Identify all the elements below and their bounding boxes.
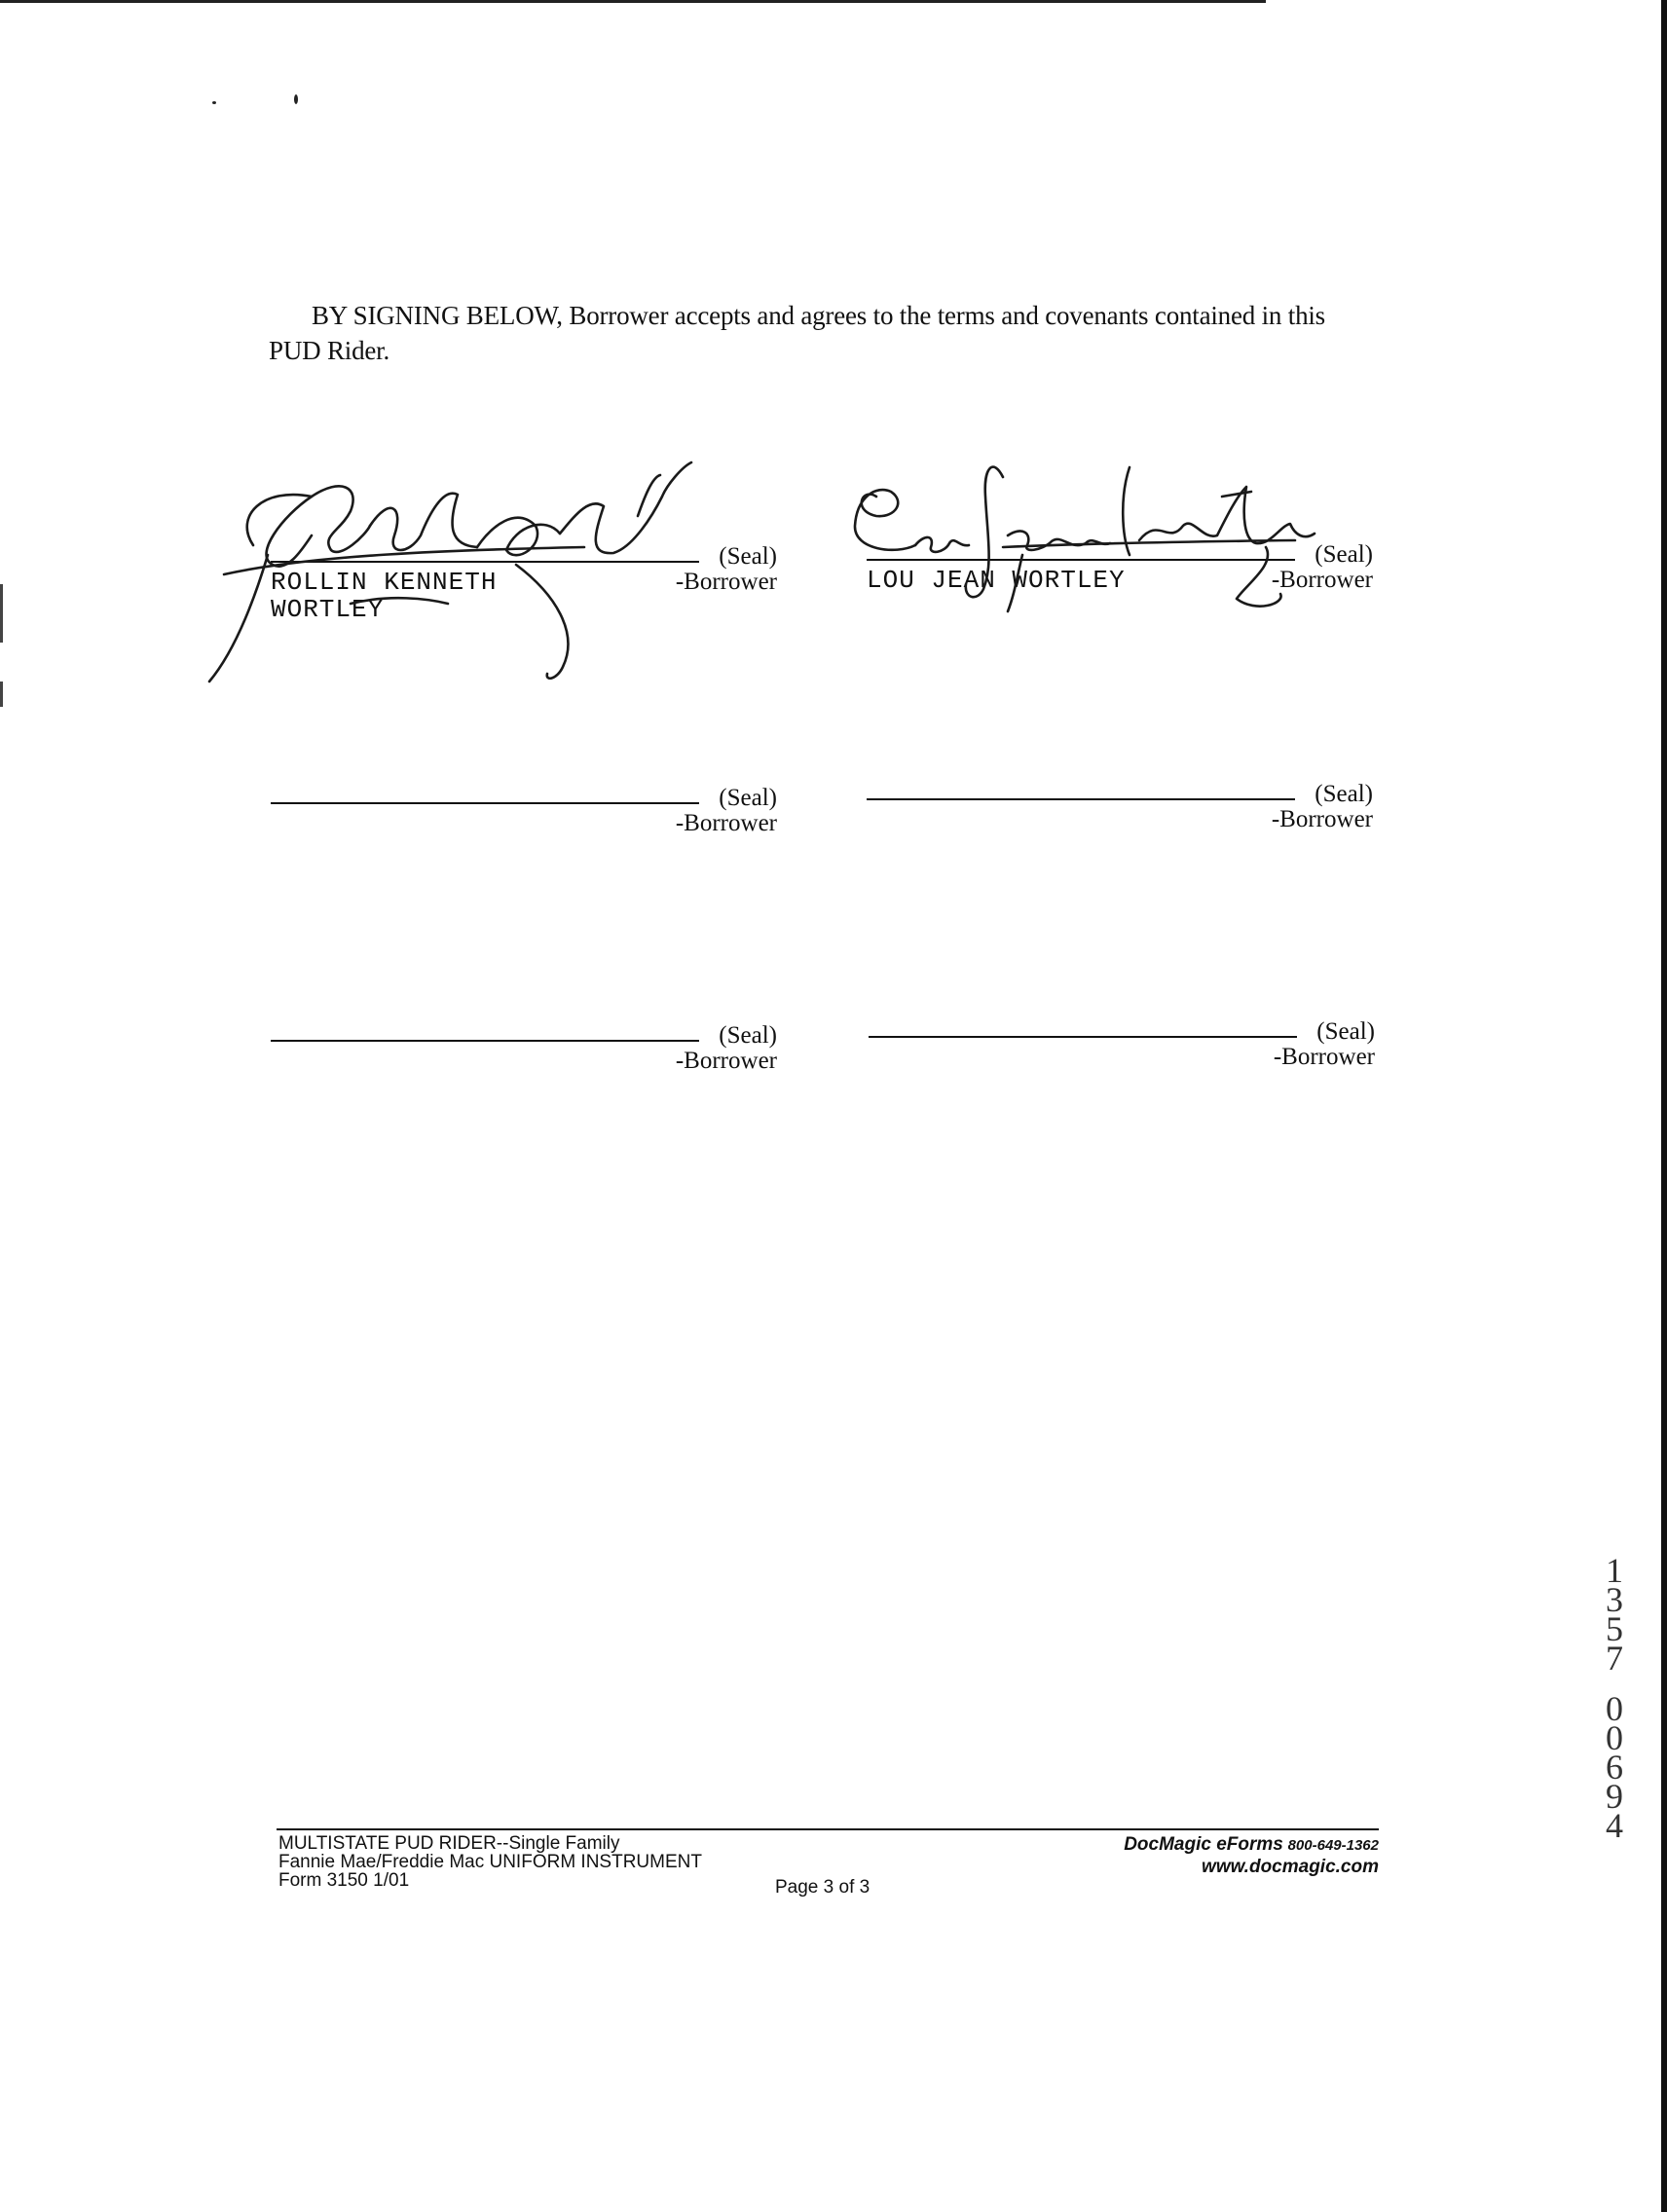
signature-block-borrower-4 (867, 746, 1373, 853)
seal-label: (Seal) (719, 543, 777, 570)
borrower-name (867, 567, 1217, 594)
signature-block-borrower-2 (867, 506, 1373, 613)
signature-block-borrower-1 (271, 508, 777, 624)
recording-digit: 3 (1606, 1580, 1623, 1619)
recording-digit: 6 (1606, 1748, 1623, 1787)
recording-digit: 4 (1606, 1806, 1623, 1845)
borrower-label: -Borrower (675, 810, 777, 836)
borrower-label: -Borrower (1273, 1044, 1375, 1070)
footer-instrument: Fannie Mae/Freddie Mac UNIFORM INSTRUMENT (278, 1852, 702, 1872)
signature-block-borrower-3 (271, 750, 777, 857)
vendor-brand: DocMagic eForms (1124, 1834, 1283, 1855)
seal-label: (Seal) (1315, 541, 1373, 568)
scan-left-mark (0, 584, 3, 643)
scan-left-mark (0, 682, 3, 707)
scan-top-edge (0, 0, 1266, 3)
recording-digit: 7 (1606, 1639, 1623, 1677)
recording-digit: 5 (1606, 1609, 1623, 1648)
footer-rule (277, 1828, 1379, 1830)
scan-speck (212, 101, 216, 104)
borrower-name-line1: LOU JEAN WORTLEY (867, 566, 1126, 595)
scan-right-edge (1661, 0, 1667, 2212)
seal-label: (Seal) (719, 1022, 777, 1049)
seal-label: (Seal) (1316, 1018, 1375, 1045)
page-number: Page 3 of 3 (775, 1877, 871, 1898)
borrower-name-line2: WORTLEY (271, 595, 385, 624)
signature-block-borrower-5 (271, 987, 777, 1094)
signature-line (867, 559, 1295, 561)
vendor-phone: 800-649-1362 (1287, 1837, 1379, 1854)
signature-line (271, 561, 699, 563)
footer-vendor-info (1124, 1834, 1379, 1878)
seal-label: (Seal) (719, 785, 777, 811)
recording-number (1595, 1551, 1634, 1845)
footer-form-info (278, 1834, 702, 1890)
borrower-name-line1: ROLLIN KENNETH (271, 568, 498, 597)
recording-digit: 9 (1606, 1777, 1623, 1816)
signature-line (271, 802, 699, 804)
signature-line (869, 1036, 1297, 1038)
footer-form-title: MULTISTATE PUD RIDER--Single Family (278, 1833, 620, 1854)
recording-digit: 0 (1606, 1718, 1623, 1757)
borrower-label: -Borrower (1271, 806, 1373, 832)
intro-paragraph: BY SIGNING BELOW, Borrower accepts and agrees to the terms and covenants contained in this PUD Rider. (269, 301, 1325, 365)
footer-form-number: Form 3150 1/01 (278, 1870, 410, 1891)
recording-digit: 0 (1606, 1689, 1623, 1728)
signature-block-borrower-6 (869, 983, 1375, 1090)
borrower-label: -Borrower (1271, 567, 1373, 593)
borrower-label: -Borrower (675, 1048, 777, 1074)
signature-line (271, 1040, 699, 1042)
borrower-label: -Borrower (675, 569, 777, 595)
signature-line (867, 798, 1295, 800)
vendor-url: www.docmagic.com (1202, 1857, 1379, 1877)
recording-digit: 1 (1606, 1551, 1623, 1590)
scan-speck (294, 94, 298, 104)
borrower-name (271, 569, 592, 623)
seal-label: (Seal) (1315, 781, 1373, 807)
